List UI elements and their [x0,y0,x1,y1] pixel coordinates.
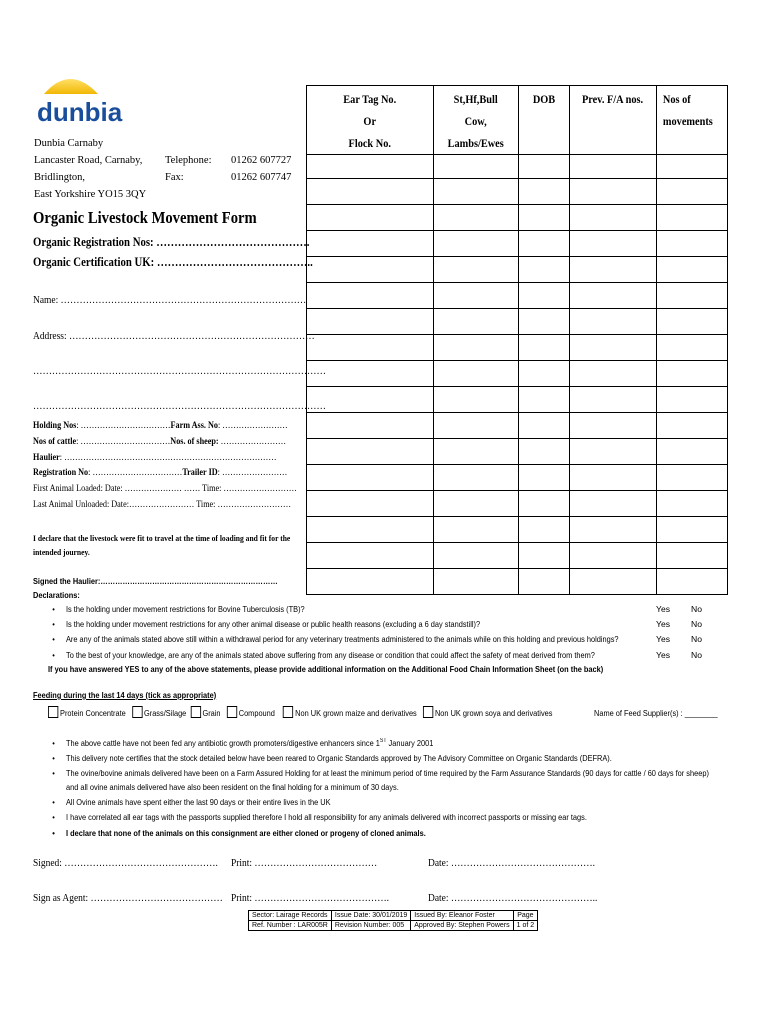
approved-by-cell: Approved By: Stephen Powers [411,921,513,931]
yes-option[interactable]: Yes [656,604,671,614]
table-header-row [307,86,728,155]
telephone-number: 01262 607727 [231,155,292,166]
sector-cell: Sector: Lairage Records [249,911,332,921]
table-row[interactable] [307,361,728,387]
address-line-3[interactable]: ………………………………………………………………………………… [33,401,326,412]
feed-option[interactable]: Compound [227,708,275,718]
checkbox-icon[interactable] [283,706,293,718]
checkbox-icon[interactable] [423,706,433,718]
statement-item: • All Ovine animals have spent either the last 90 days or their entire lives in the UK [66,797,331,807]
checkbox-icon[interactable] [48,706,58,718]
table-row[interactable] [307,465,728,491]
address-line: Lancaster Road, Carnaby, [34,155,143,166]
livestock-table [306,85,728,595]
feeding-options [48,706,552,718]
feed-option[interactable]: Non UK grown soya and derivatives [423,708,553,718]
col-movements: Nos of movements [657,86,728,155]
sign-as-agent-field[interactable]: Sign as Agent: …………………………………… [33,893,223,904]
col-type: St,Hf,Bull Cow, Lambs/Ewes [434,86,519,155]
haulier-row[interactable]: Haulier: …………………………………………………………………… [33,453,277,463]
page-number-cell: 1 of 2 [513,921,538,931]
table-row[interactable] [307,335,728,361]
svg-text:dunbia: dunbia [37,97,123,127]
date-field[interactable]: Date: ………………………………………. [428,858,595,869]
declaration-item: • Is the holding under movement restrictions for any other animal disease or public health reasons (excluding a 6 day standstill)? [66,619,480,629]
yes-option[interactable]: Yes [656,650,671,660]
table-row[interactable] [307,543,728,569]
address-block [34,135,146,203]
table-row[interactable] [307,491,728,517]
fax-number: 01262 607747 [231,172,292,183]
checkbox-icon[interactable] [227,706,237,718]
table-row[interactable] [307,517,728,543]
table-row[interactable] [307,569,728,595]
address-field[interactable]: Address: …………………………………………………………………… [33,331,315,342]
print-field-agent[interactable]: Print: ……………………………………. [231,893,390,904]
table-row[interactable] [307,387,728,413]
dunbia-logo [34,66,123,127]
first-animal-loaded[interactable]: First Animal Loaded: Date: ………………… …… Time: ……………………… [33,484,297,494]
cattle-row[interactable]: Nos of cattle: ……………………………Nos. of sheep: …………………… [33,437,287,447]
feed-option[interactable]: Non UK grown maize and derivatives [283,708,417,718]
holding-row[interactable]: Holding Nos: ……………………………Farm Ass. No: …………………… [33,421,288,431]
fax-label: Fax: [165,172,184,183]
issued-by-cell: Issued By: Eleanor Foster [411,911,513,921]
table-row[interactable] [307,257,728,283]
no-option[interactable]: No [691,604,702,614]
revision-cell: Revision Number: 005 [331,921,410,931]
col-prev-fa: Prev. F/A nos. [570,86,657,155]
statement-item: • I declare that none of the animals on this consignment are either cloned or progeny of cloned animals. [66,828,426,838]
last-animal-unloaded[interactable]: Last Animal Unloaded: Date:…………………… Time: ……………………… [33,500,292,510]
declaration-item: • Is the holding under movement restrictions for Bovine Tuberculosis (TB)? [66,604,305,614]
signed-field[interactable]: Signed: …………………………………………. [33,858,218,869]
form-title: Organic Livestock Movement Form [33,208,257,227]
statement-item: • The ovine/bovine animals delivered have been on a Farm Assured Holding for at least the minimum period of time required by the Farm Assurance Standards (90 days for cattle / 60 days for sheep) [66,768,709,778]
no-option[interactable]: No [691,619,702,629]
statement-continuation: and all ovine animals delivered have also been resident on the final holding for a minimum of 30 days. [66,782,399,792]
checkbox-icon[interactable] [190,706,200,718]
yes-option[interactable]: Yes [656,634,671,644]
col-ear-tag: Ear Tag No. Or Flock No. [307,86,434,155]
table-row[interactable] [307,283,728,309]
table-row[interactable] [307,309,728,335]
fit-to-travel-declaration: I declare that the livestock were fit to travel at the time of loading and fit for the intended journey. [33,533,291,557]
no-option[interactable]: No [691,650,702,660]
page-label-cell: Page [513,911,538,921]
feed-supplier[interactable]: Name of Feed Supplier(s) : ________ [594,708,718,718]
statement-item: • I have correlated all ear tags with the passports supplied therefore I hold all responsibility for any animals delivered with incorrect passports or missing ear tags. [66,812,587,822]
declaration-item: • Are any of the animals stated above still within a withdrawal period for any veterinary treatments administered to the animals while on this holding and previous holdings? [66,634,619,644]
table-row[interactable] [307,231,728,257]
statement-item: • This delivery note certifies that the stock detailed below have been reared to Organic Standards approved by The Advisory Committee on Organic Standards (DEFRA). [66,753,612,763]
no-option[interactable]: No [691,634,702,644]
table-row[interactable] [307,155,728,179]
organic-registration[interactable]: Organic Registration Nos: ……………………………………. [33,235,310,249]
table-row[interactable] [307,179,728,205]
table-row[interactable] [307,205,728,231]
organic-certification[interactable]: Organic Certification UK: …………………………………….. [33,255,313,269]
print-field[interactable]: Print: ………………………………… [231,858,378,869]
col-dob: DOB [519,86,570,155]
feed-option[interactable]: Grain [190,708,220,718]
telephone-label: Telephone: [165,155,212,166]
signed-haulier[interactable]: Signed the Haulier:……………………………………………………………… [33,576,278,586]
issue-date-cell: Issue Date: 30/01/2019 [331,911,410,921]
table-row[interactable] [307,439,728,465]
checkbox-icon[interactable] [132,706,142,718]
declarations-label: Declarations: [33,590,80,600]
address-line-2[interactable]: ………………………………………………………………………………… [33,366,326,377]
yes-option[interactable]: Yes [656,619,671,629]
feeding-title: Feeding during the last 14 days (tick as appropriate) [33,690,217,700]
ref-number-cell: Ref. Number : LAR005R [249,921,332,931]
name-field[interactable]: Name: …………………………………………………………………… [33,295,307,306]
document-control-table [248,910,538,931]
address-line: Bridlington, [34,172,86,183]
yes-note: If you have answered YES to any of the above statements, please provide additional information on the Additional Food Chain Information Sheet (on the back) [48,664,604,674]
registration-row[interactable]: Registration No: ……………………………Trailer ID: …………………… [33,468,288,478]
date-field-agent[interactable]: Date: ……………………………………….. [428,893,598,904]
statement-item: • The above cattle have not been fed any antibiotic growth promoters/digestive enhancers since 1ST January 2001 [66,738,433,748]
address-line: East Yorkshire YO15 3QY [34,189,147,200]
feed-option[interactable]: Grass/Silage [132,708,186,718]
declaration-item: • To the best of your knowledge, are any of the animals stated above suffering from any disease or condition that could affect the safety of meat derived from them? [66,650,595,660]
table-row[interactable] [307,413,728,439]
feed-option[interactable]: Protein Concentrate [48,708,126,718]
address-line: Dunbia Carnaby [34,138,104,149]
